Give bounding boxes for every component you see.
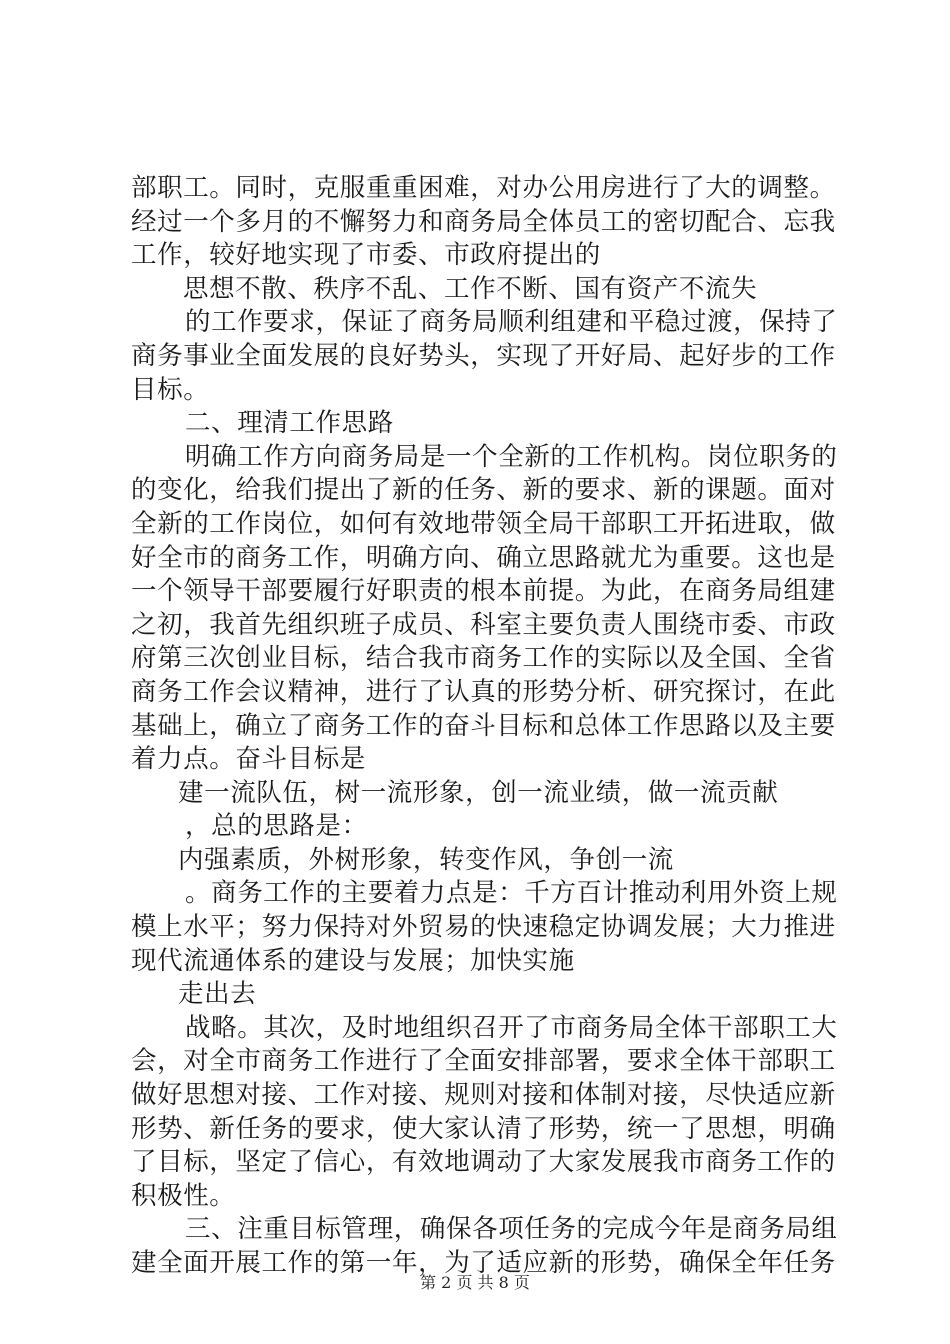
text-line: 二、理清工作思路 [185,408,394,439]
text-line: 商务工作会议精神，进行了认真的形势分析、研究探讨，在此 [131,676,836,707]
text-line: 思想不散、秩序不乱、工作不断、国有资产不流失 [183,273,758,304]
text-line: 明确工作方向商务局是一个全新的工作机构。岗位职务的 [185,441,838,472]
text-line: 全新的工作岗位，如何有效地带领全局干部职工开拓进取，做 [131,508,836,539]
text-line: 的工作要求，保证了商务局顺利组建和平稳过渡，保持了 [185,307,838,338]
text-line: 建一流队伍，树一流形象，创一流业绩，做一流贡献 [178,777,779,808]
text-line: 。商务工作的主要着力点是：千方百计推动利用外资上规 [185,878,838,909]
text-line: 现代流通体系的建设与发展；加快实施 [131,945,575,976]
text-line: 战略。其次，及时地组织召开了市商务局全体干部职工大 [185,1012,838,1043]
page-number-label: 第 2 页 共 8 页 [420,1273,530,1292]
text-line: 形势、新任务的要求，使大家认清了形势，统一了思想，明确 [131,1113,836,1144]
text-line: 做好思想对接、工作对接、规则对接和体制对接，尽快适应新 [131,1080,836,1111]
text-line: 会，对全市商务工作进行了全面安排部署，要求全体干部职工 [131,1046,836,1077]
text-line: 一个领导干部要履行好职责的根本前提。为此，在商务局组建 [131,576,836,607]
text-line: 经过一个多月的不懈努力和商务局全体员工的密切配合、忘我 [131,206,836,237]
document-body [131,172,838,1281]
text-line: 府第三次创业目标，结合我市商务工作的实际以及全国、全省 [131,643,836,674]
text-line: 了目标，坚定了信心，有效地调动了大家发展我市商务工作的 [131,1147,836,1178]
text-line: 的变化，给我们提出了新的任务、新的要求、新的课题。面对 [131,475,836,506]
text-line: 商务事业全面发展的良好势头，实现了开好局、起好步的工作 [131,340,836,371]
text-line: 走出去 [178,979,257,1010]
text-line: 部职工。同时，克服重重困难，对办公用房进行了大的调整。 [131,173,836,203]
text-line: 模上水平；努力保持对外贸易的快速稳定协调发展；大力推进 [131,912,836,943]
text-line: 目标。 [131,374,210,405]
text-line: 好全市的商务工作，明确方向、确立思路就尤为重要。这也是 [131,542,836,573]
text-line: 基础上，确立了商务工作的奋斗目标和总体工作思路以及主要 [131,710,836,741]
text-line: 工作，较好地实现了市委、市政府提出的 [131,240,601,271]
text-line: 着力点。奋斗目标是 [131,744,366,775]
text-line: 之初，我首先组织班子成员、科室主要负责人围绕市委、市政 [131,609,836,640]
text-line: 内强素质，外树形象，转变作风，争创一流 [178,844,674,875]
text-line: 三、注重目标管理，确保各项任务的完成今年是商务局组 [185,1214,838,1245]
text-line: ，总的思路是： [185,811,368,842]
text-line: 建全面开展工作的第一年，为了适应新的形势，确保全年任务 [131,1248,836,1278]
page-footer [0,1270,950,1293]
text-line: 积极性。 [131,1180,236,1211]
